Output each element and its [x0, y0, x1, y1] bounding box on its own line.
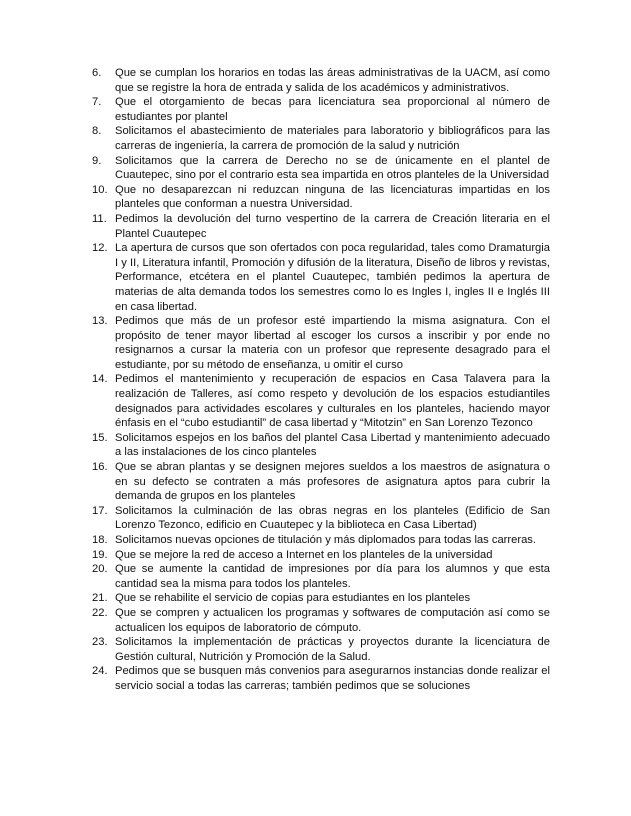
item-number: 20.	[92, 563, 108, 576]
item-text: Pedimos la devolución del turno vespertino de la carrera de Creación literaria en el Plantel Cuautepec	[115, 212, 550, 240]
item-number: 23.	[92, 636, 108, 649]
item-number: 15.	[92, 431, 108, 444]
item-text: Que el otorgamiento de becas para licenciatura sea proporcional al número de estudiantes por plantel	[115, 96, 550, 123]
demands-list	[92, 66, 550, 708]
item-number: 14.	[92, 373, 108, 386]
list-item	[92, 314, 550, 372]
list-item	[92, 460, 550, 504]
list-item	[92, 372, 550, 430]
list-item	[92, 606, 550, 635]
item-text: Solicitamos que la carrera de Derecho no se de únicamente en el plantel de Cuautepec, sino por el contrario esta sea impartida en otros planteles de la Universidad	[115, 154, 550, 182]
item-text: Solicitamos espejos en los baños del plantel Casa Libertad y mantenimiento adecuado a las instalaciones de los cinco planteles	[115, 431, 550, 459]
item-text: Solicitamos la culminación de las obras negras en los planteles (Edificio de San Lorenzo Tezonco, edificio en Cuautepec y la biblioteca en Casa Libertad)	[115, 504, 550, 532]
list-item	[92, 241, 550, 314]
item-text: Que se cumplan los horarios en todas las áreas administrativas de la UACM, así como que se registre la hora de entrada y salida de los académicos y administrativos.	[115, 67, 550, 94]
item-number: 12.	[92, 242, 108, 255]
list-item	[92, 212, 550, 241]
item-number: 21.	[92, 592, 108, 605]
item-number: 24.	[92, 665, 108, 678]
list-item	[92, 66, 550, 95]
item-number: 16.	[92, 461, 108, 474]
item-text: Que se rehabilite el servicio de copias para estudiantes en los planteles	[115, 592, 471, 605]
list-item	[92, 533, 550, 548]
list-item	[92, 591, 550, 606]
item-number: 10.	[92, 183, 108, 196]
item-text: Pedimos que se busquen más convenios para asegurarnos instancias donde realizar el servicio social a todas las carreras; también pedimos que se soluciones	[115, 665, 550, 692]
item-number: 17.	[92, 504, 108, 517]
item-number: 13.	[92, 315, 108, 328]
item-number: 22.	[92, 606, 108, 619]
list-item	[92, 664, 550, 693]
item-number: 7.	[92, 96, 102, 109]
list-item	[92, 95, 550, 124]
list-item	[92, 635, 550, 664]
item-text: Pedimos el mantenimiento y recuperación de espacios en Casa Talavera para la realización de Talleres, así como respeto y devolución de los espacios estudiantiles designados para actividades escolares y culturales en los planteles, haciendo mayor énfasis en el “cubo estudiantil” de casa libertad y “Mitotzin” en San Lorenzo Tezonco	[115, 373, 550, 430]
item-number: 11.	[92, 212, 107, 225]
item-text: Solicitamos el abastecimiento de materiales para laboratorio y bibliográficos para las carreras de ingeniería, la carrera de promoción de la salud y nutrición	[115, 125, 550, 152]
item-number: 18.	[92, 534, 108, 546]
list-item	[92, 183, 550, 212]
item-text: Que se compren y actualicen los programas y softwares de computación así como se actualicen los equipos de laboratorio de cómputo.	[115, 606, 550, 634]
item-text: Que se abran plantas y se designen mejores sueldos a los maestros de asignatura o en su defecto se contraten a más profesores de asignatura aptos para cubrir la demanda de grupos en los planteles	[115, 461, 550, 503]
item-number: 6.	[92, 67, 102, 79]
list-item	[92, 504, 550, 533]
list-item	[92, 431, 550, 460]
item-text: Solicitamos la implementación de prácticas y proyectos durante la licenciatura de Gestión cultural, Nutrición y Promoción de la Salud.	[115, 636, 550, 663]
item-number: 19.	[92, 548, 108, 561]
item-text: Que se mejore la red de acceso a Internet en los planteles de la universidad	[115, 548, 493, 561]
item-text: Que no desaparezcan ni reduzcan ninguna de las licenciaturas impartidas en los planteles que conforman a nuestra Universidad.	[115, 183, 550, 211]
item-text: Que se aumente la cantidad de impresiones por día para los alumnos y que esta cantidad sea la misma para todos los planteles.	[115, 563, 550, 590]
item-text: Pedimos que más de un profesor esté impartiendo la misma asignatura. Con el propósito de tener mayor libertad al escoger los cursos a inscribir y por ende no resignarnos a cursar la materia con un profesor que represente desagrado para el estudiante, por su método de enseñanza, u omitir el curso	[115, 315, 550, 371]
item-text: La apertura de cursos que son ofertados con poca regularidad, tales como Dramaturgia I y II, Literatura infantil, Promoción y difusión de la literatura, Diseño de libros y revistas, Performance, etcétera en el plantel Cuautepec, también pedimos la apertura de materias de alta demanda todos los semestres como lo es Ingles I, ingles II e Inglés III en casa libertad.	[115, 242, 550, 313]
list-item	[92, 562, 550, 591]
item-text: Solicitamos nuevas opciones de titulación y más diplomados para todas las carreras.	[115, 534, 536, 546]
item-number: 8.	[92, 125, 102, 138]
list-item	[92, 548, 550, 563]
item-number: 9.	[92, 154, 102, 167]
list-item	[92, 124, 550, 153]
list-item	[92, 154, 550, 183]
